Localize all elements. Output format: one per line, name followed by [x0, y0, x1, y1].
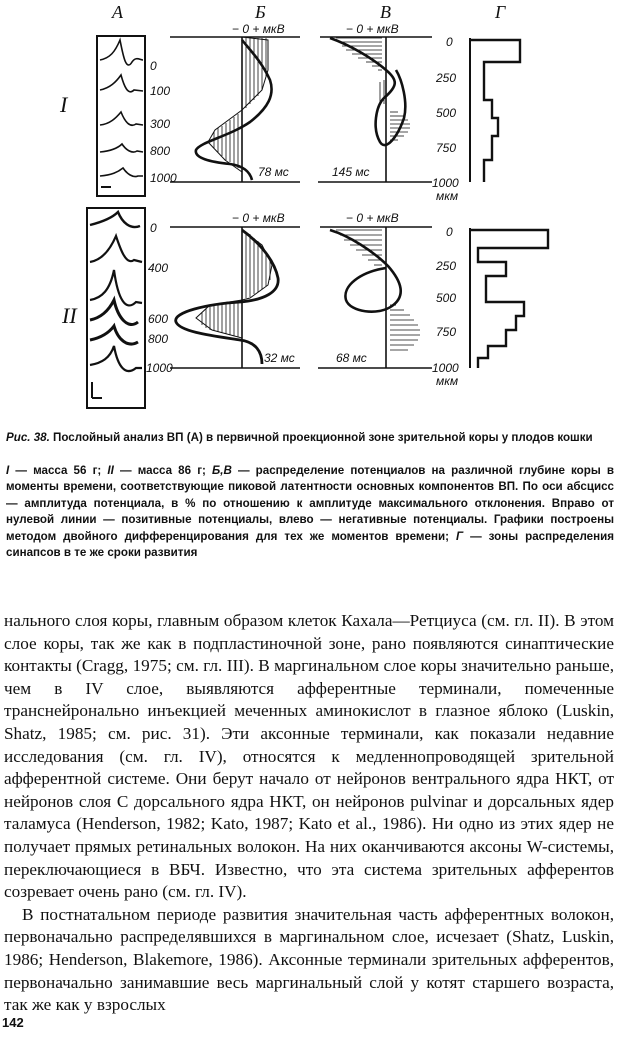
panel-1-g-tick-0: 0: [446, 35, 453, 49]
panel-1-depth-100: 100: [150, 84, 171, 98]
panel-2-g-tick-250: 250: [436, 259, 457, 273]
legend-ii: II: [107, 464, 114, 477]
panel-1-depth-0: 0: [150, 59, 157, 73]
legend-bv: Б,В: [212, 464, 232, 477]
figure-38: [0, 0, 620, 420]
legend-end: — зоны распределения синапсов в те же сроки развития: [6, 529, 614, 560]
panel-2-time-v: 68 мс: [336, 351, 367, 365]
page-number: 142: [2, 1015, 24, 1030]
panel-1-g-unit: мкм: [436, 189, 459, 203]
panel-2-depth-0: 0: [150, 221, 157, 235]
panel-2-g-tick-0: 0: [446, 225, 453, 239]
figure-caption-legend: [6, 463, 614, 561]
panel-2-potential-v: [318, 211, 432, 368]
panel-1-depth-300: 300: [150, 117, 171, 131]
panel-1-g-tick-250: 250: [436, 71, 457, 85]
panel-1-g-tick-500: 500: [436, 106, 457, 120]
panel-1-axis-label-v: − 0 + мкВ: [346, 22, 399, 36]
panel-2-axis-label-b: − 0 + мкВ: [232, 211, 285, 225]
panel-1-depth-800: 800: [150, 144, 171, 158]
body-text: [4, 610, 614, 1017]
panel-1-potential-v: [318, 22, 432, 182]
paragraph-2: В постнатальном периоде развития значительная часть афферентных волокон, первоначально распределявшихся в маргинальном слое, исчезает (Shatz, Luskin, 1986; Henderson, Blakemore, 1986). Аксонные терминали зрительных афферентов, первоначально занимавшие весь маргинальный слой у котят старшего возраста, так же как у взрослых: [4, 904, 614, 1015]
panel-1-axis-label-b: − 0 + мкВ: [232, 22, 285, 36]
panel-1-potential-b: [170, 22, 300, 182]
column-letter-g: Г: [495, 2, 506, 22]
panel-2-g-tick-750: 750: [436, 325, 457, 339]
panel-2-depth-600: 600: [148, 312, 169, 326]
panel-2-depth-800: 800: [148, 332, 169, 346]
panel-1-time-v: 145 мс: [332, 165, 370, 179]
panel-2-g-unit: мкм: [436, 374, 459, 388]
row-label-1: I: [60, 92, 68, 117]
panel-2-depth-400: 400: [148, 261, 169, 275]
panel-2-potential-b: [170, 211, 300, 368]
panel-1-g-tick-1000: 1000: [432, 176, 459, 190]
panel-1-g-tick-750: 750: [436, 141, 457, 155]
legend-rest: — распределение потенциалов на различной глубине коры в моменты времени, соответствующие пиковой латентности основных компонентов ВП. По оси абсцисс — амплитуда потенциала, в % по отношению к амплитуде максимального отклонения. Вправо от нулевой линии — позитивные потенциалы, влево — негативные потенциалы. Графики построены методом двойного дифференцирования для тех же моментов времени;: [6, 464, 614, 543]
panel-2-axis-label-v: − 0 + мкВ: [346, 211, 399, 225]
row-label-2: II: [62, 303, 77, 328]
legend-i-text: — масса 56 г;: [9, 464, 108, 477]
legend-i: I: [6, 464, 10, 477]
caption-title-text: Послойный анализ ВП (А) в первичной проекционной зоне зрительной коры у плодов кошки: [49, 431, 593, 444]
panel-2-depth-1000: 1000: [146, 361, 173, 375]
figure-graphics: [0, 0, 620, 420]
panel-1-depth-1000: 1000: [150, 171, 177, 185]
panel-2-time-b: 32 мс: [264, 351, 295, 365]
panel-2-g-tick-500: 500: [436, 291, 457, 305]
panel-2-g-tick-1000: 1000: [432, 361, 459, 375]
figure-caption-title: [6, 430, 614, 446]
column-letter-v: В: [380, 2, 391, 22]
legend-ii-text: — масса 86 г;: [113, 464, 213, 477]
paragraph-1: нального слоя коры, главным образом клеток Кахала—Ретциуса (см. гл. II). В этом слое коры, так же как в подпластиночной зоне, рано появляются синаптические контакты (Cragg, 1975; см. гл. III). В маргинальном слое коры значительно раньше, чем в IV слое, выявляются афферентные терминали, помеченные транснейронально инъекцией меченных аминокислот в глазное яблоко (Luskin, Shatz, 1985; см. рис. 31). Эти аксонные терминали, как показали недавние исследования (см. гл. IV), относятся к медленнопроводящей зрительной афферентной системе. Они берут начало от нейронов вентрального ядра НКТ, от нейронов слоя С дорсального ядра НКТ, он нейронов pulvinar и дорсальных ядер таламуса (Henderson, 1982; Kato, 1987; Kato et al., 1986). Ни одно из этих ядер не получает прямых ретинальных волокон. На них оканчиваются аксоны W-системы, переключающиеся в ВБЧ. Известно, что эта система зрительных афферентов созревает очень рано (см. гл. IV).: [4, 611, 614, 902]
panel-2-ep-traces: [87, 208, 145, 408]
panel-1-synapse-zones: [432, 35, 520, 203]
panel-2-synapse-zones: [432, 225, 548, 388]
figure-number: Рис. 38.: [6, 431, 50, 444]
panel-1-ep-traces: [97, 36, 145, 196]
panel-1-time-b: 78 мс: [258, 165, 289, 179]
column-letter-a: А: [112, 2, 123, 22]
column-letter-b: Б: [255, 2, 266, 22]
legend-g: Г: [455, 529, 464, 543]
